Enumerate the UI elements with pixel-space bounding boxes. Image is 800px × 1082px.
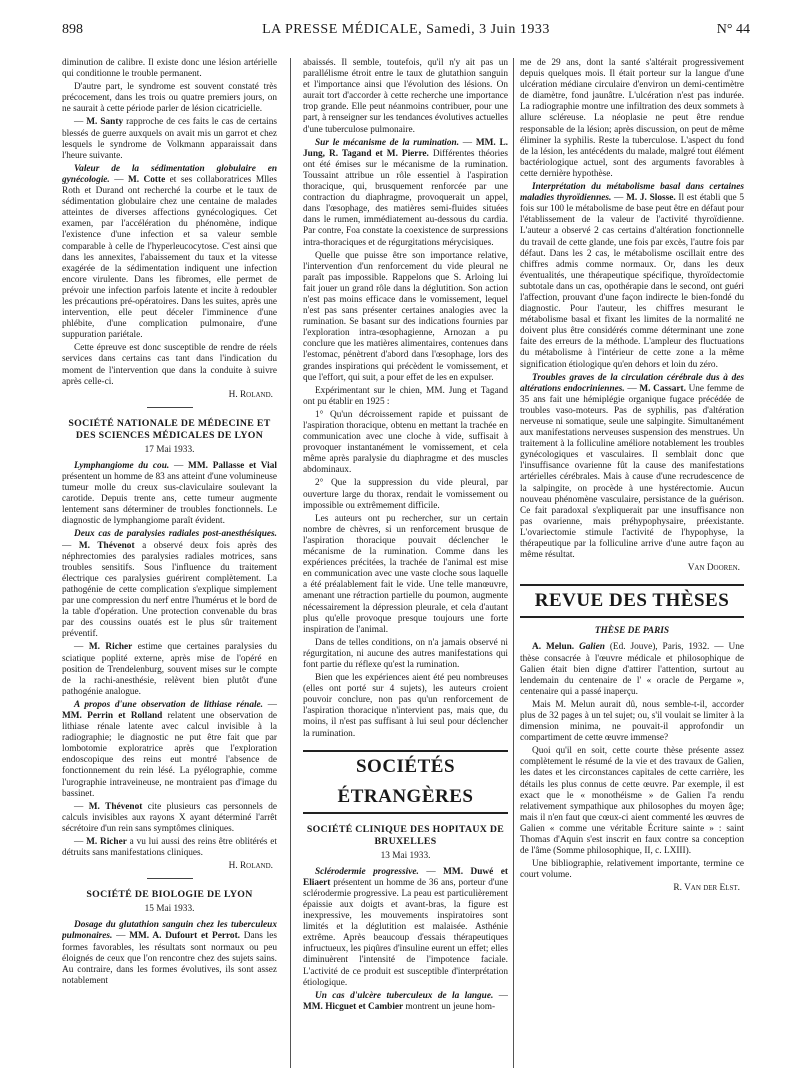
text: Il est établi que 5 fois sur 100 le métabolisme de base peut être en défaut pour l'établissement de la valeur de l'activité thyroïdienne. L'auteur a observé 2 cas certains d'altération fonctionnelle du travail de cette glande, une fois par excès, l'autre fois par défaut. Dans les 2 cas, le métabolisme oscillait entre des chiffres admis comme normaux. Or, dans les deux éventualités, une thérapeutique spécifique, thyroïdectomie subtotale dans un cas, opothérapie dans le second, ont guéri l'affection, prouvant d'une façon indirecte le bien-fondé du diagnostic. Pour l'auteur, les chiffres mesurant le métabolisme basal et fixant les limites de la normalité ne doivent plus être considérés comme déterminant une zone faite des erreurs de la méthode. L'ampleur des fluctuations du métabolisme à l'intérieur de cette zone a la même signification étiologique qu'en dehors et loin du zéro. [520,193,744,370]
text: cite plusieurs cas personnels de calculs invisibles aux rayons X ayant déterminé l'arrêt sécrétoire d'un rein sans symptômes cliniques. [62,801,277,834]
author: M. Richer [86,837,127,847]
column-rule-2 [513,58,514,1068]
paragraph: 2° Que la suppression du vide pleural, par ouverture large du thorax, rendait le vomissement ou impossible ou extrêmement difficile. [303,478,508,511]
paragraph: — M. Richer estime que certaines paralysies du sciatique poplité externe, après mise de l'opéré en position de Trendelenburg, souvent mises sur le compte de la rachi-anesthésie, relèvent bien plutôt d'une pathogénie analogue. [62,642,277,697]
society-heading: SOCIÉTÉ DE BIOLOGIE DE LYON [86,889,253,901]
text: présentent un homme de 36 ans, porteur d'une sclérodermie progressive. La peau est particulièrement épaissie aux doigts et avant-bras, la figure est inexpressive, les mouvements inspiratoires sont limités et la déglutition est malaisée. Asthénie extrême. Après beaucoup d'essais thérapeutiques infructueux, les piqûres d'insuline eurent un effet; elles diminuèrent l'intensité de l'impotence faciale. L'activité de ce produit est susceptible d'interprétation étiologique. [303,877,508,988]
author: M. Thévenot [78,540,135,551]
paragraph: Mais M. Melun aurait dû, nous semble-t-il, accorder plus de 32 pages à un tel sujet; ou, s'il voulait se limiter à la dimension minima, ne pouvait-il approfondir un compartiment de cette œuvre immense? [520,699,744,744]
session-date: 17 Mai 1933. [144,444,195,455]
journal-title: LA PRESSE MÉDICALE, Samedi, 3 Juin 1933 [262,22,550,37]
article: Valeur de la sédimentation globulaire en gynécologie. — M. Cotte et ses collaboratrices Mlles Roth et Durand ont recherché la courbe et le taux de sédimentation globulaire chez une centaine de malades atteintes de diverses affections gynécologiques. Cet examen, par l'accélération du phénomène, indique l'existence d'une infection et sa valeur semble comparable à celle de l'hyperleucocytose. C'est ainsi que dans les annexites, l'abaissement du taux et la vitesse exagérée de la sédimentation indiquent une infection encore virulente. Dans les fibromes, elle permet de prévoir une infection parfois latente et incite à redoubler les précautions pré-opératoires. Dans les suites, après une intervention, elle peut déceler l'imminence d'une phlébite, d'une complication pulmonaire, d'une suppuration pariétale. [62,163,277,341]
session-date: 13 Mai 1933. [380,850,431,861]
article: Sclérodermie progressive. — MM. Duwé et Eliaert présentent un homme de 36 ans, porteur d'une sclérodermie progressive. La peau est particulièrement épaissie aux doigts et avant-bras, la figure est inexpressive, les mouvements inspiratoires sont limités et la déglutition est malaisée. Asthénie extrême. Après beaucoup d'essais thérapeutiques infructueux, les piqûres d'insuline eurent un effet; elles diminuèrent l'intensité de l'impotence faciale. L'activité de ce produit est susceptible d'interprétation étiologique. [303,866,508,988]
article: Sur le mécanisme de la rumination. — MM. L. Jung, R. Tagand et M. Pierre. Différentes théories ont été émises sur le mécanisme de la rumination. Toussaint attribue un rôle essentiel à l'aspiration thoracique, qui, brusquement renforcée par une contraction du diaphragme, provoquerait un appel, dans l'œsophage, des matières semi-fluides situées dans le rumen, immédiatement au-dessous du cardia. Par contre, Foa constate la coexistence de surpressions intra-thoraciques et de régurgitations mérycisiques. [303,137,508,248]
article-title: Sur le mécanisme de la rumination. [315,137,460,148]
signature: Van Dooren. [687,563,740,574]
paragraph: Quoi qu'il en soit, cette courte thèse présente assez complètement le résumé de la vie et des travaux de Galien, les dates et les circonstances capitales de cette carrière, les détails les plus connus de cette œuvre. Par exemple, il est exact que le « monothéisme » de Galien l'a rendu relativement sympathique aux philosophes du moyen âge; mais il n'en faut que cœux-ci aient commenté les œuvres de Galien « comme une véritable Écriture sainte » : saint Thomas d'Aquin s'est inscrit en faux contre sa conception de l'âme (Somme philosophique, II, c. LXIII). [520,746,744,857]
author: MM. L. Jung, R. Tagand et M. Pierre. [303,137,508,159]
session-date: 15 Mai 1933. [144,904,195,915]
text: et ses collaboratrices Mlles Roth et Durand ont recherché la courbe et le taux de sédimentation globulaire chez une centaine de malades atteintes de diverses affections gynécologiques. Cet examen, par l'accélération du phénomène, indique l'existence d'une infection et sa valeur semble comparable à celle de l'hyperleucocytose. C'est ainsi que dans les annexites, l'abaissement du taux et la vitesse exagérée de la sédimentation indiquent une infection encore virulente. Dans les fibromes, elle permet de prévoir une infection parfois latente et incite à redoubler les précautions pré-opératoires. Dans les suites, après une intervention, elle peut déceler l'imminence d'une phlébite, d'une complication pulmonaire, d'une suppuration pariétale. [62,174,277,341]
paragraph: 1° Qu'un décroissement rapide et puissant de l'aspiration thoracique, obtenu en mettant la trachée en communication avec une cloche à vide, suffisait à provoquer instantanément le vomissement, et cela même après paralysie du diaphragme et des muscles abdominaux. [303,409,508,476]
signature: H. Roland. [228,861,273,872]
paragraph: diminution de calibre. Il existe donc une lésion artérielle qui conditionne le trouble permanent. [62,58,277,80]
author: M. Richer [88,642,133,653]
issue-number: N° 44 [716,22,750,37]
column-1 [62,58,277,1058]
paragraph: Dans de telles conditions, on n'a jamais observé ni régurgitation, ni aucune des autres manifestations qui font partie du réflexe qu'est la rumination. [303,637,508,670]
text: présentent un homme de 83 ans atteint d'une volumineuse tumeur molle du creux sus-claviculaire soulevant la carotide. Depuis trente ans, cette tumeur augmente lentement sans déterminer de troubles fonctionnels. Le diagnostic de lymphangiome paraît évident. [62,472,277,527]
article: Interprétation du métabolisme basal dans certaines maladies thyroïdiennes. — M. J. Slosse. Il est établi que 5 fois sur 100 le métabolisme de base peut être en défaut pour l'établissement de la valeur de l'activité thyroïdienne. L'auteur a observé 2 cas certains d'altération fonctionnelle du travail de cette glande, une fois par excès, l'autre fois par défaut. Dans les 2 cas, le métabolisme oscillait entre des chiffres admis comme normaux. Or, dans les deux éventualités, une thérapeutique spécifique, thyroïdectomie subtotale dans un cas, opothérapie dans le second, ont guéri l'affection, prouvant d'une façon indirecte le bien-fondé du diagnostic. Pour l'auteur, les chiffres mesurant le métabolisme basal et fixant les limites de la normalité ne doivent plus être considérés comme déterminant une zone faite des erreurs de la méthode. L'ampleur des fluctuations du métabolisme à l'intérieur de cette zone a la même signification étiologique qu'en dehors et loin du zéro. [520,182,744,370]
article: Dosage du glutathion sanguin chez les tuberculeux pulmonaires. — MM. A. Dufourt et Perrot. Dans les formes favorables, les résultats sont normaux ou peu éloignés de ceux que l'on rencontre chez des sujets sains. Au contraire, dans les formes évolutives, ils sont assez notablement [62,920,277,986]
author: MM. Duwé et Eliaert [303,866,508,888]
text: Dans les formes favorables, les résultats sont normaux ou peu éloignés de ceux que l'on rencontre chez des sujets sains. Au contraire, dans les formes évolutives, ils sont assez notablement [62,931,277,986]
text: a vu lui aussi des reins être oblitérés et détruits sans manifestations cliniques. [62,837,277,859]
text: estime que certaines paralysies du sciatique poplité externe, après mise de l'opéré en position de Trendelenburg, souvent mises sur le compte de la rachi-anesthésie, relèvent bien plutôt d'une pathogénie analogue. [62,642,277,697]
divider [147,878,193,879]
paragraph: D'autre part, le syndrome est souvent constaté très précocement, dans les trois ou quatre premiers jours, on ne saurait à cette période parler de lésion cicatricielle. [62,82,277,115]
article-title: Troubles graves de la circulation cérébrale dus à des altérations endocriniennes. [520,372,744,394]
paragraph: Expérimentant sur le chien, MM. Jung et Tagand ont pu établir en 1925 : [303,385,508,407]
article-title: Lymphangiome du cou. [74,460,170,471]
text: rapproche de ces faits le cas de certains blessés de guerre auxquels on avait mis un garrot et chez lesquels le syndrome de Volkmann apparaissait dans l'heure suivante. [62,117,277,161]
society-heading: SOCIÉTÉ CLINIQUE DES HOPITAUX DE BRUXELLES [306,823,505,847]
text: a observé deux fois après des néphrectomies des paralysies radiales motrices, sans troubles sensitifs. Sous l'influence du traitement électrique ces paralysies guérirent complètement. La pathogénie de cette complication s'explique simplement par une compression du nerf entre l'humérus et le bord de la table d'opération. Une protection convenable du bras par des coussins ouatés est le plus sûr traitement préventif. [62,540,277,640]
subsection-heading: THÈSE DE PARIS [594,626,670,637]
article: Un cas d'ulcère tuberculeux de la langue. — MM. Hicguet et Cambier montrent un jeune hom- [303,990,508,1012]
article-title: Sclérodermie progressive. [315,866,419,877]
article: Troubles graves de la circulation cérébrale dus à des altérations endocriniennes. — M. Cassart. Une femme de 35 ans fait une hémiplégie organique fugace précédée de troubles vaso-moteurs. Pas de syphilis, pas d'altération nerveuse ni somatique, seule une salpingite. Simultanément aux manifestations nerveuses suspension des menstrues. Un traitement à la folliculine améliore notablement les troubles gynécologiques et vasculaires. Il semblait donc que l'insuffisance ovarienne fût la cause des manifestations artérielles cérébrales. Mais à cause d'une recrudescence de la salpingite, on procède à une hystérectomie. Aucun nouveau phénomène vasculaire, persistance de la guérison. Ce fait paradoxal s'expliquerait par une insuffisance non pas ovarienne, mais préhypophysaire, préexistante. L'ovariectomie stimule l'activité de l'hypophyse, la thérapeutique par la folliculine arrive d'une autre façon au même résultat. [520,372,744,561]
page-header [62,22,750,42]
article-title: Interprétation du métabolisme basal dans certaines maladies thyroïdiennes. [520,182,744,204]
paragraph: Bien que les expériences aient été peu nombreuses (elles ont porté sur 4 sujets), les auteurs croient pouvoir conclure, non pas qu'un renforcement de l'aspiration thoracique n'intervient pas, mais que, du moins, il n'est pas suffisant à lui seul pour déclencher la rumination. [303,673,508,739]
author: MM. Pallasse et Vial [188,460,277,471]
section-banner: SOCIÉTÉS ÉTRANGÈRES [303,750,508,814]
article-title: Valeur de la sédimentation globulaire en gynécologie. [62,163,277,185]
text: Une femme de 35 ans fait une hémiplégie organique fugace précédée de troubles vaso-moteurs. Pas de syphilis, pas d'altération nerveuse ni somatique, seule une salpingite. Simultanément aux manifestations nerveuses suspension des menstrues. Un traitement à la folliculine améliore notablement les troubles gynécologiques et vasculaires. Il semblait donc que l'insuffisance ovarienne fût la cause des manifestations artérielles cérébrales. Mais à cause d'une recrudescence de la salpingite, on procède à une hystérectomie. Aucun nouveau phénomène vasculaire, persistance de la guérison. Ce fait paradoxal s'expliquerait par une insuffisance non pas ovarienne, mais préhypophysaire, préexistante. L'ovariectomie stimule l'activité de l'hypophyse, la thérapeutique par la folliculine arrive d'une autre façon au même résultat. [520,383,744,561]
paragraph: — M. Richer a vu lui aussi des reins être oblitérés et détruits sans manifestations cliniques. [62,837,277,859]
society-heading: SOCIÉTÉ NATIONALE DE MÉDECINE ET DES SCIENCES MÉDICALES DE LYON [68,417,271,441]
review [520,642,744,697]
article-title: A propos d'une observation de lithiase rénale. [74,699,264,710]
divider [147,407,193,408]
paragraph: abaissés. Il semble, toutefois, qu'il n'y ait pas un parallélisme étroit entre le taux de glutathion sanguin et l'importance ainsi que l'évolution des lésions. On aurait tort d'accorder à cette recherche une importance trop grande. Elle peut néanmoins contribuer, pour une part, à renseigner sur les tendances évolutives actuelles d'une tuberculose pulmonaire. [303,58,508,135]
paragraph: Quelle que puisse être son importance relative, l'intervention d'un renforcement du vide pleural ne paraît pas impossible. Rappelons que S. Arloing lui fait jouer un grand rôle dans la déglutition. Son action n'est pas moins efficace dans le vomissement, lequel n'est pas sans présenter certaines analogies avec la rumination. Se basant sur des indications fournies par l'exploration intra-œsophagienne, Arnozan a pu conclure que les matières alimentaires, contenues dans l'estomac, pénètrent d'abord dans l'œsophage, lors des grandes inspirations qui précèdent le vomissement, et que l'effort, qui suit, a pour effet de les en expulser. [303,250,508,383]
text: relatent une observation de lithiase rénale latente avec calcul invisible à la radiographie; le diagnostic ne put être fait que par lombotomie exploratrice après que l'exploration endoscopique des reins eut montré l'absence de fonctionnement du rein lésé. La pyélographie, comme l'urographie intraveineuse, ne montraient pas d'image du bassinet. [62,710,277,799]
author: M. Santy [86,117,124,128]
section-banner: REVUE DES THÈSES [520,584,744,618]
author: M. J. Slosse. [626,193,676,204]
author: MM. Perrin et Rolland [62,710,163,721]
page-number: 898 [62,22,83,37]
article-title: Dosage du glutathion sanguin chez les tuberculeux pulmonaires. [62,920,277,942]
article-title: Deux cas de paralysies radiales post-anesthésiques. [74,529,277,540]
paragraph: — M. Thévenot cite plusieurs cas personnels de calculs invisibles aux rayons X ayant déterminé l'arrêt sécrétoire d'un rein sans symptômes cliniques. [62,801,277,834]
paragraph: Cette épreuve est donc susceptible de rendre de réels services dans certains cas tant dans l'indication du moment de l'intervention que dans la conduite à suivre après celle-ci. [62,343,277,387]
signature: R. Van der Elst. [673,883,740,894]
paragraph: Une bibliographie, relativement importante, termine ce court volume. [520,859,744,881]
text: — Une thèse consacrée à l'œuvre médicale et philosophique de Galien était bien digne d'attirer l'attention, surtout au lendemain du centenaire de l' « oracle de Pergame », centenaire qui a passé inaperçu. [520,642,744,697]
text: montrent un jeune hom- [403,1001,496,1012]
review-title: Galien [579,642,605,653]
article: Lymphangiome du cou. — MM. Pallasse et Vial présentent un homme de 83 ans atteint d'une volumineuse tumeur molle du creux sus-claviculaire soulevant la carotide. Depuis trente ans, cette tumeur augmente lentement sans déterminer de troubles fonctionnels. Le diagnostic de lymphangiome paraît évident. [62,460,277,527]
paragraph: Les auteurs ont pu rechercher, sur un certain nombre de chèvres, si un renforcement brusque de l'aspiration thoracique pouvait déclencher le mécanisme de la rumination. Comme dans les expériences précitées, la trachée de l'animal est mise en communication avec une vaste cloche sous laquelle a été préalablement fait le vide. Une telle manœuvre, amenant une rétraction partielle du poumon, augmente nécessairement la dépression pleurale, et cela d'autant plus qu'elle provoque presque toujours une forte inspiration de l'animal. [303,513,508,635]
author: MM. A. Dufourt et Perrot. [129,931,240,942]
paragraph: — M. Santy rapproche de ces faits le cas de certains blessés de guerre auxquels on avait mis un garrot et chez lesquels le syndrome de Volkmann apparaissait dans l'heure suivante. [62,117,277,161]
author: M. Cotte [127,174,166,185]
column-rule-1 [290,58,291,1068]
text: Différentes théories ont été émises sur le mécanisme de la rumination. Toussaint attribue un rôle essentiel à l'aspiration thoracique, qui, brusquement renforcée par une contraction du diaphragme, provoquerait un appel, dans l'œsophage, des matières semi-fluides situées dans le rumen, immédiatement au-dessous du cardia. Par contre, Foa constate la coexistence de surpressions intra-thoraciques et de régurgitations mérycisiques. [303,148,508,248]
article-title: Un cas d'ulcère tuberculeux de la langue. [315,990,494,1001]
paragraph: me de 29 ans, dont la santé s'altérait progressivement depuis quelques mois. Il était porteur sur la langue d'une ulcération médiane circulaire d'environ un demi-centimètre de diamètre, fond jaunâtre. L'ulcération n'est pas indurée. La radiographie montre une infiltration des deux sommets à allure scléreuse. La néoplasie ne peut être rendue responsable de la lésion; après discussion, on peut de même éliminer la syphilis. Reste la tuberculose. L'aspect du fond de la lésion, les antécédents du malade, malgré tout élément bactériologique actuel, sont des arguments favorables à cette dernière hypothèse. [520,58,744,179]
signature: H. Roland. [228,389,273,400]
author: M. Thévenot [88,801,143,812]
column-3 [520,58,744,1058]
author: A. Melun. [532,642,575,653]
author: MM. Hicguet et Cambier [303,1001,404,1012]
publication: (Ed. Jouve), Paris, 1932. [609,642,710,653]
article: Deux cas de paralysies radiales post-anesthésiques. — M. Thévenot a observé deux fois après des néphrectomies des paralysies radiales motrices, sans troubles sensitifs. Sous l'influence du traitement électrique ces paralysies guérirent complètement. La pathogénie de cette complication s'explique simplement par une compression du nerf entre l'humérus et le bord de la table d'opération. Une protection convenable du bras par des coussins ouatés est le plus sûr traitement préventif. [62,529,277,640]
author: M. Cassart. [639,383,686,394]
article: A propos d'une observation de lithiase rénale. — MM. Perrin et Rolland relatent une observation de lithiase rénale latente avec calcul invisible à la radiographie; le diagnostic ne put être fait que par lombotomie exploratrice après que l'exploration endoscopique des reins eut montré l'absence de fonctionnement du rein lésé. La pyélographie, comme l'urographie intraveineuse, ne montraient pas d'image du bassinet. [62,699,277,799]
column-2 [303,58,508,1058]
